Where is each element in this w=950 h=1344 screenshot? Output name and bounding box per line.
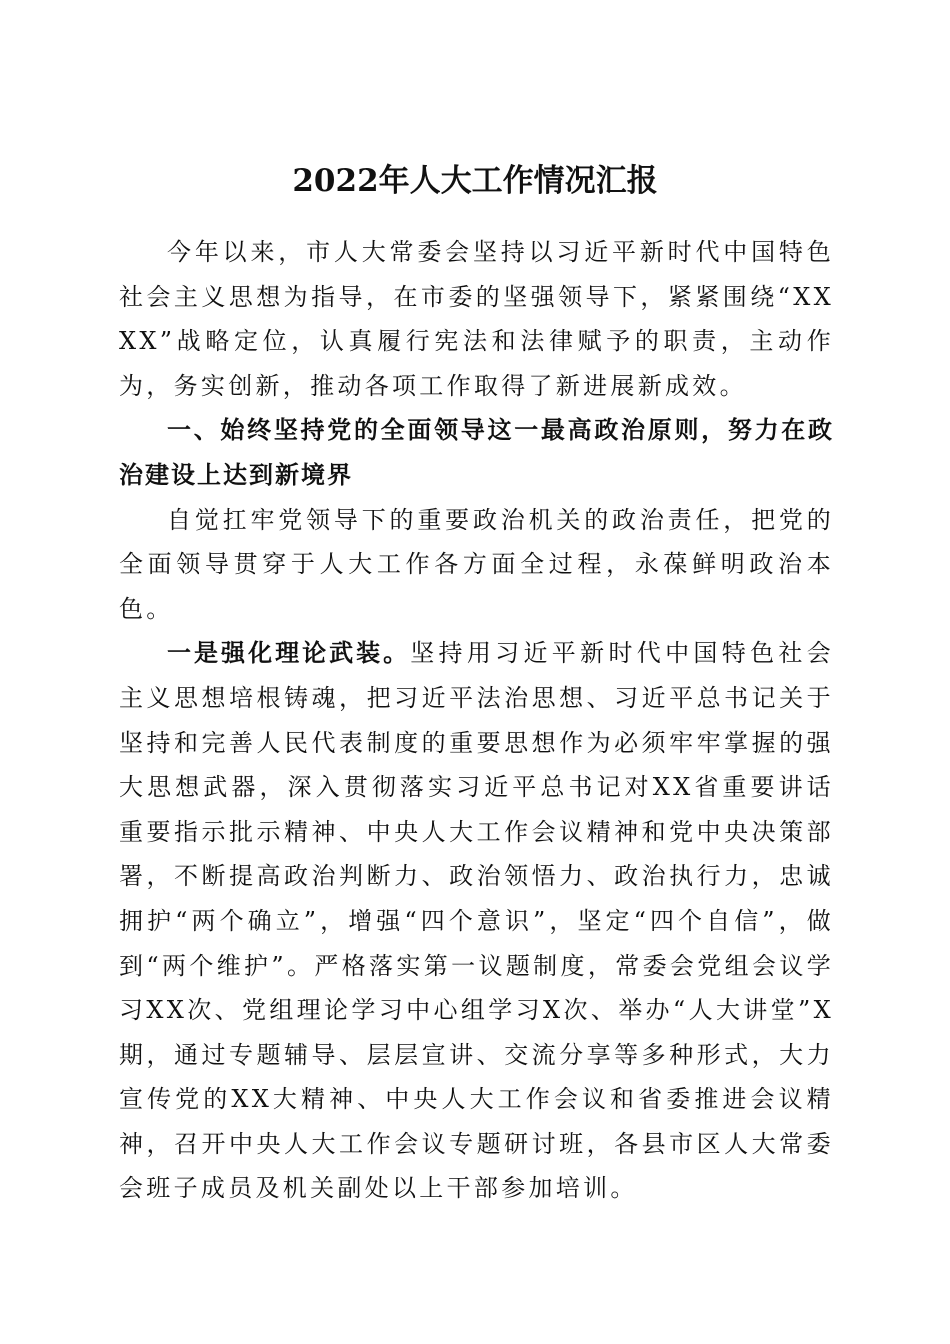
intro-paragraph: 今年以来，市人大常委会坚持以习近平新时代中国特色社会主义思想为指导，在市委的坚强领导下，紧紧围绕“XXXX”战略定位，认真履行宪法和法律赋予的职责，主动作为，务实创新，推动各项工作取得了新进展新成效。 [119,238,834,400]
point-body-text: 坚持用习近平新时代中国特色社会主义思想培根铸魂，把习近平法治思想、习近平总书记关于坚持和完善人民代表制度的重要思想作为必须牢牢掌握的强大思想武器，深入贯彻落实习近平总书记对XX省重要讲话重要指示批示精神、中央人大工作会议精神和党中央决策部署，不断提高政治判断力、政治领悟力、政治执行力，忠诚拥护“两个确立”，增强“四个意识”，坚定“四个自信”，做到“两个维护”。严格落实第一议题制度，常委会党组会议学习XX次、党组理论学习中心组学习X次、举办“人大讲堂”X期，通过专题辅导、层层宣讲、交流分享等多种形式，大力宣传党的XX大精神、中央人大工作会议和省委推进会议精神，召开中央人大工作会议专题研讨班，各县市区人大常委会班子成员及机关副处以上干部参加培训。 [119,639,835,1203]
section-summary-paragraph: 自觉扛牢党领导下的重要政治机关的政治责任，把党的全面领导贯穿于人大工作各方面全过程，永葆鲜明政治本色。 [119,505,834,623]
document-body [119,230,834,1211]
section-heading: 一、始终坚持党的全面领导这一最高政治原则，努力在政治建设上达到新境界 [119,416,834,489]
point-paragraph [119,631,834,1211]
point-lead-text: 一是强化理论武装。 [167,639,411,668]
page-title: 2022年人大工作情况汇报 [292,162,658,199]
